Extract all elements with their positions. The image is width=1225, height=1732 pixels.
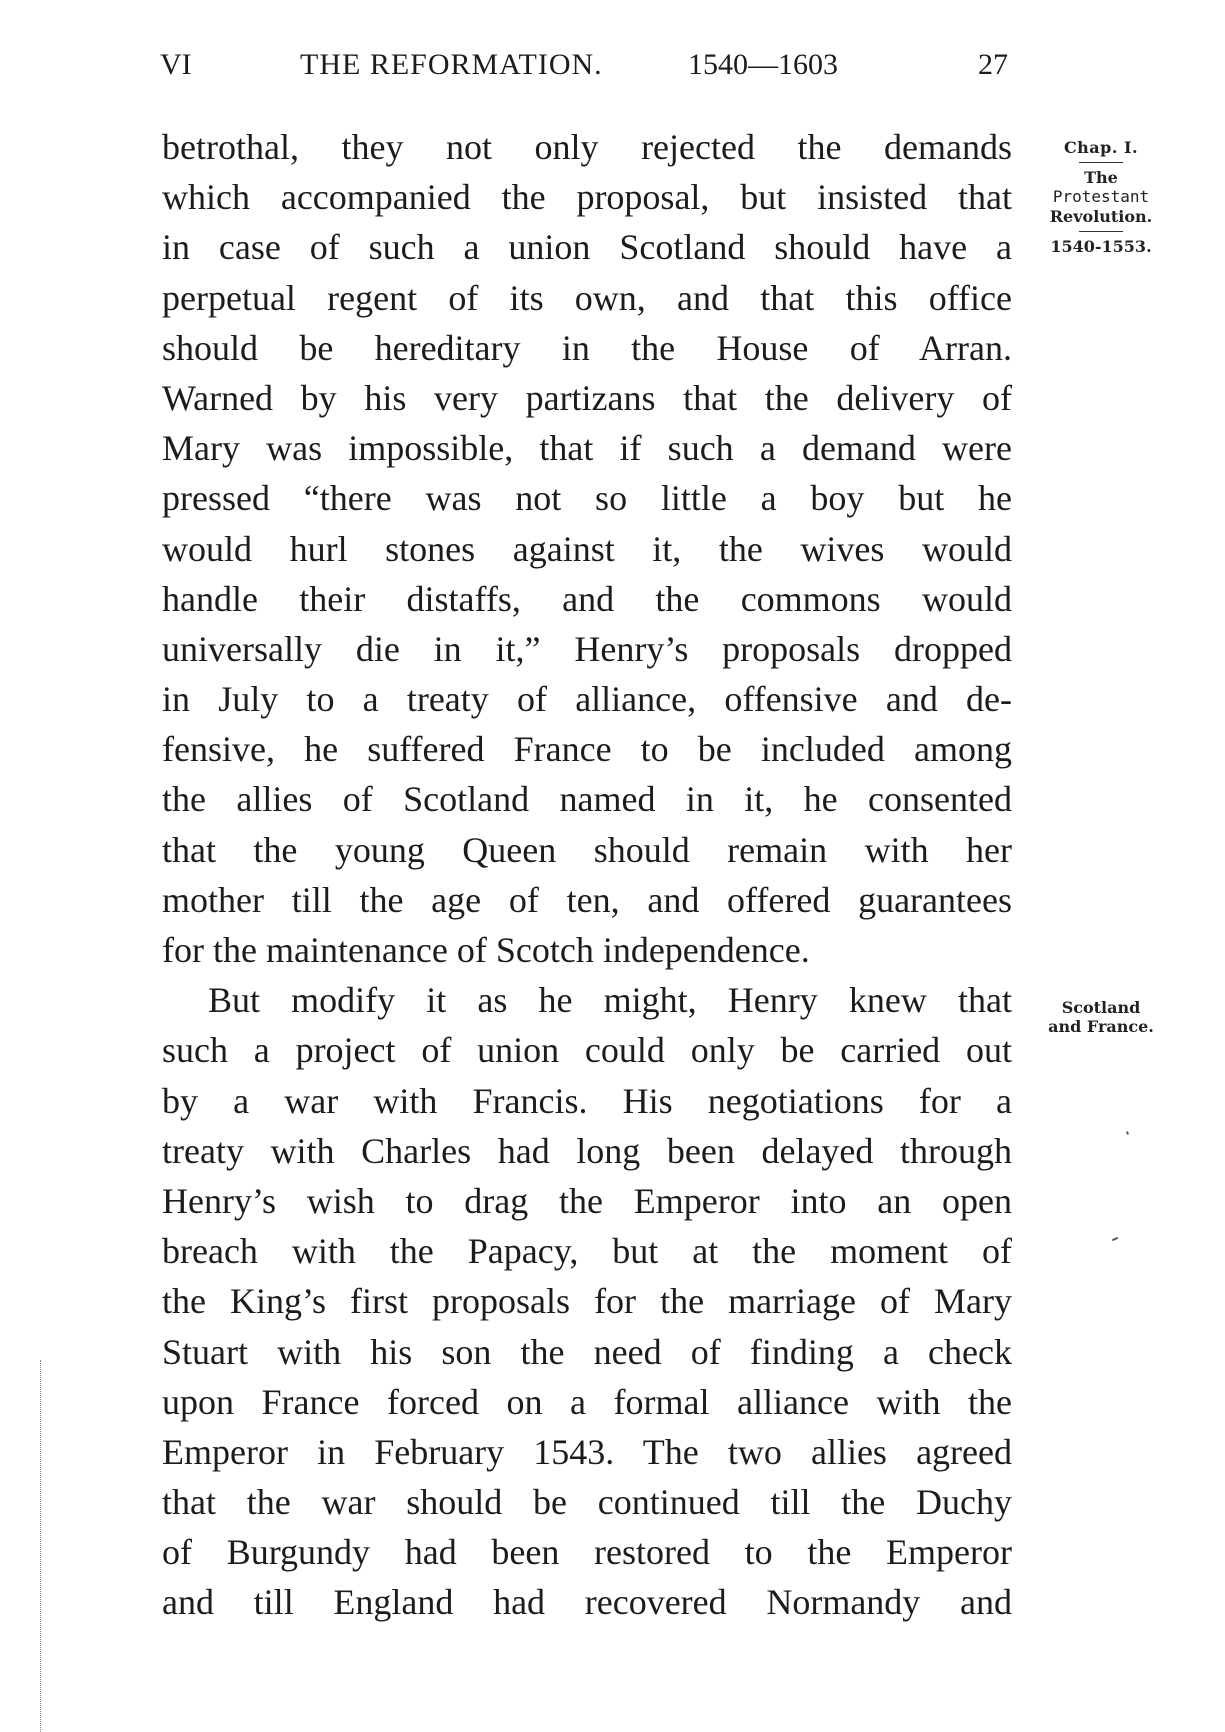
header-book-title: THE REFORMATION.	[300, 48, 603, 81]
header-chapter-number: VI	[160, 48, 192, 81]
sidenote-chapter-label: Chap. I.	[1063, 138, 1139, 157]
text-line-7: Mary was impossible, that if such a demand were	[162, 428, 1012, 469]
text-line-12: in July to a treaty of alliance, offensive and de-	[162, 679, 1012, 720]
sidenote-rule	[1079, 162, 1123, 163]
text-line-19: such a project of union could only be carried out	[162, 1030, 1012, 1071]
text-line-2: which accompanied the proposal, but insisted that	[162, 177, 1012, 218]
text-line-28: that the war should be continued till the Duchy	[162, 1482, 1012, 1523]
running-header	[0, 48, 1225, 88]
sidenote-rule	[1079, 231, 1123, 232]
sidenote-years: 1540-1553.	[1050, 237, 1152, 256]
text-line-22: Henry’s wish to drag the Emperor into an open	[162, 1180, 1012, 1221]
text-line-3: in case of such a union Scotland should have a	[162, 227, 1012, 268]
sidenote-section-line3: Revolution.	[1049, 207, 1153, 226]
text-line-14: the allies of Scotland named in it, he consented	[162, 779, 1012, 820]
sidenote-topic-line2: and France.	[1048, 1017, 1154, 1036]
sidenote-section-line2: Protestant	[1052, 187, 1150, 206]
page-edge-mark	[40, 1360, 41, 1732]
text-line-20: by a war with Francis. His negotiations for a	[162, 1080, 1012, 1121]
text-line-26: upon France forced on a formal alliance with the	[162, 1381, 1012, 1422]
text-line-30: and till England had recovered Normandy and	[162, 1582, 1012, 1623]
text-line-29: of Burgundy had been restored to the Emperor	[162, 1532, 1012, 1573]
text-line-24: the King’s first proposals for the marriage of Mary	[162, 1281, 1012, 1322]
text-line-4: perpetual regent of its own, and that this office	[162, 277, 1012, 318]
paragraph-start-line: But modify it as he might, Henry knew that	[208, 980, 1012, 1021]
header-period: 1540—1603	[688, 48, 838, 81]
text-line-25: Stuart with his son the need of finding a check	[162, 1331, 1012, 1372]
text-line-17: for the maintenance of Scotch independence.	[162, 930, 810, 970]
print-speck	[1126, 1131, 1129, 1135]
text-line-9: would hurl stones against it, the wives would	[162, 528, 1012, 569]
sidenote-topic-line1: Scotland	[1061, 998, 1141, 1017]
main-text-block	[162, 122, 1012, 1628]
text-line-10: handle their distaffs, and the commons would	[162, 578, 1012, 619]
text-line-13: fensive, he suffered France to be included among	[162, 729, 1012, 770]
text-line-21: treaty with Charles had long been delayed through	[162, 1130, 1012, 1171]
text-line-15: that the young Queen should remain with her	[162, 829, 1012, 870]
text-line-5: should be hereditary in the House of Arran.	[162, 327, 1012, 368]
text-line-11: universally die in it,” Henry’s proposals dropped	[162, 628, 1012, 669]
print-speck	[1112, 1237, 1118, 1241]
sidenote-chapter	[1036, 138, 1166, 256]
text-line-27: Emperor in February 1543. The two allies agreed	[162, 1431, 1012, 1472]
text-line-23: breach with the Papacy, but at the moment of	[162, 1231, 1012, 1272]
text-line-6: Warned by his very partizans that the delivery of	[162, 377, 1012, 418]
text-line-1: betrothal, they not only rejected the demands	[162, 127, 1012, 167]
text-line-8: pressed “there was not so little a boy but he	[162, 478, 1012, 519]
page-number: 27	[978, 48, 1008, 81]
sidenote-section-line1: The	[1084, 168, 1118, 187]
sidenote-topic	[1036, 998, 1166, 1036]
text-line-16: mother till the age of ten, and offered guarantees	[162, 879, 1012, 920]
